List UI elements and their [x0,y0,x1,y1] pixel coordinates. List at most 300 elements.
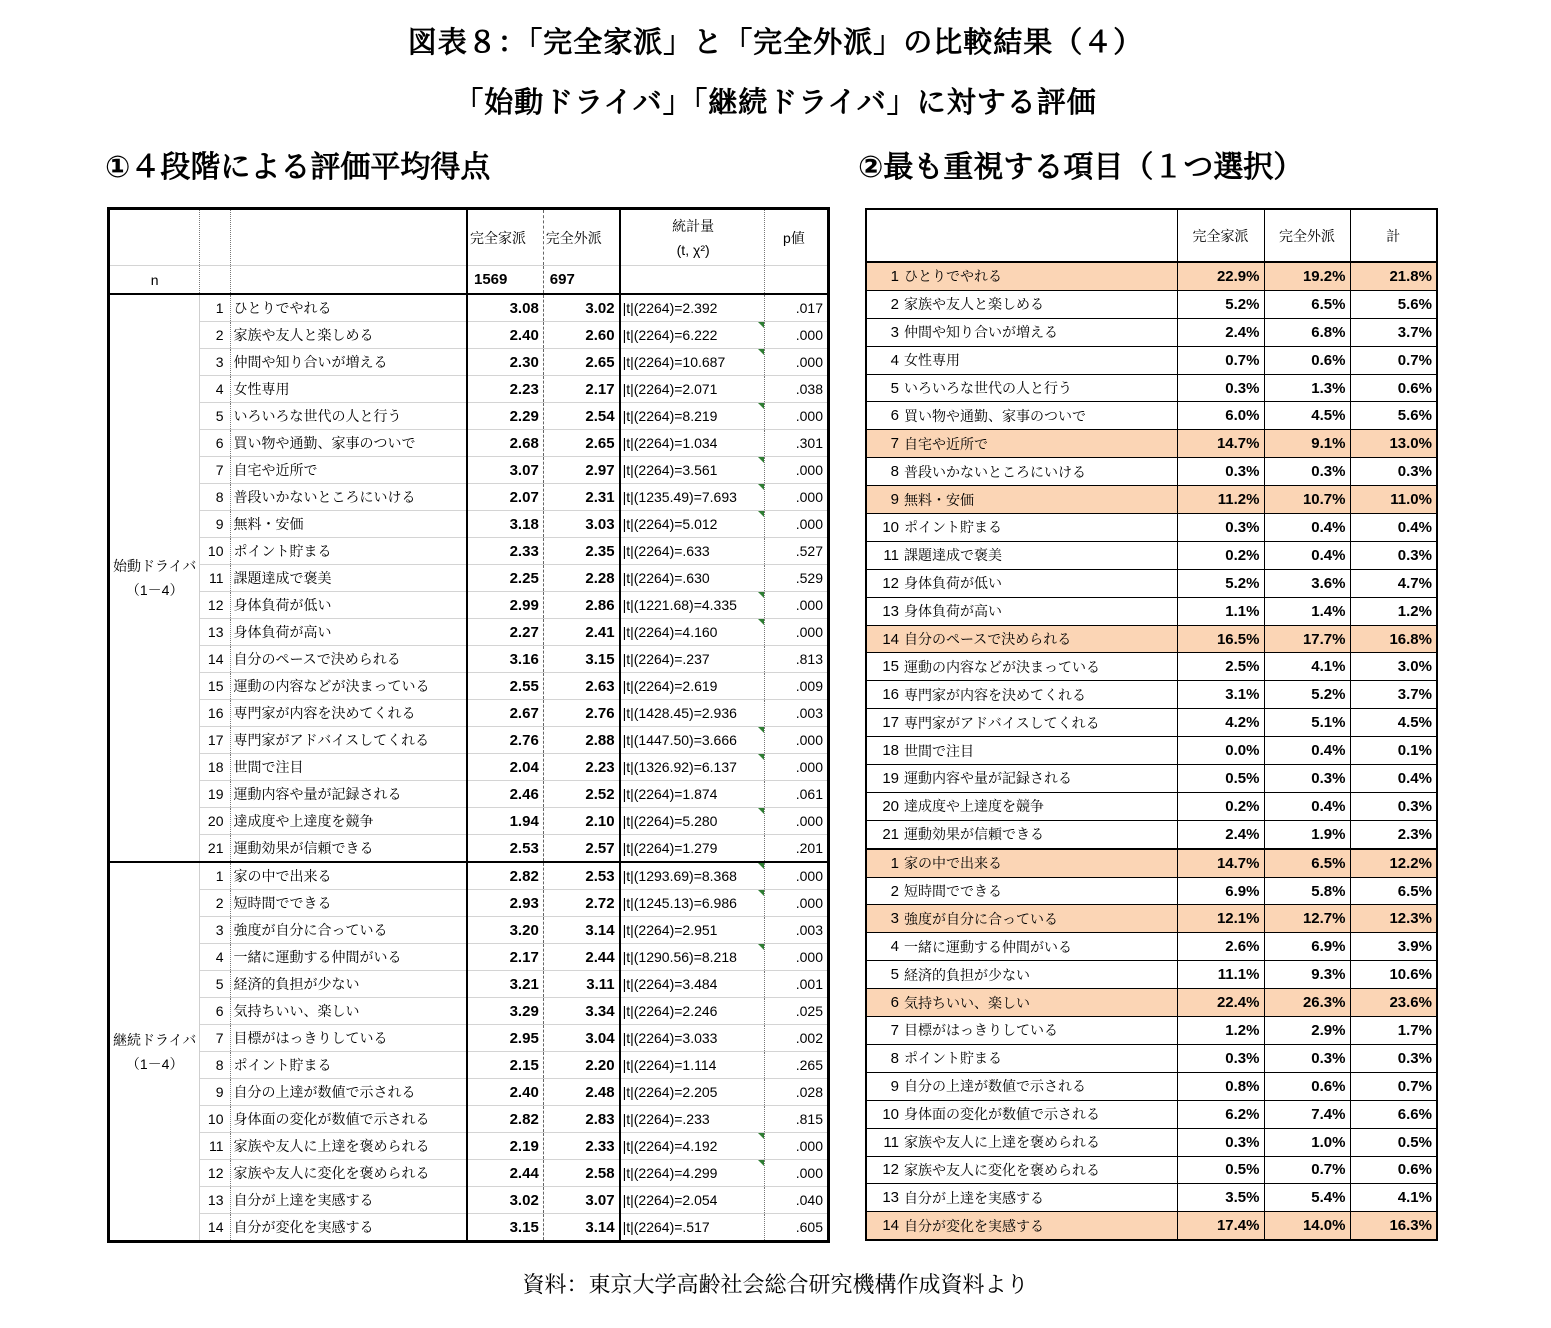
item-number: 10 [200,538,230,565]
item-number: 4 [866,933,902,961]
n-blank [620,266,765,295]
table-row [109,322,829,349]
test-statistic [620,511,765,538]
item-label: 短時間でできる [902,877,1177,905]
item-number: 9 [200,511,230,538]
n-blank [200,266,230,295]
item-label: 経済的負担が少ない [230,971,467,998]
item-number: 3 [200,349,230,376]
full-outside-score: 2.97 [543,457,619,484]
total-percent: 3.9% [1350,933,1437,961]
item-label: 身体面の変化が数値で示される [230,1106,467,1133]
cell-marker-icon [758,511,764,517]
total-percent: 0.6% [1350,374,1437,402]
test-statistic [620,1052,765,1079]
item-number: 21 [200,835,230,863]
p-value: .000 [764,862,828,890]
item-label: 世間で注目 [902,737,1177,765]
test-statistic [620,890,765,917]
item-label: 一緒に運動する仲間がいる [902,933,1177,961]
p-value: .000 [764,322,828,349]
total-percent: 5.6% [1350,290,1437,318]
full-outside-percent: 7.4% [1264,1100,1350,1128]
cell-marker-icon [758,754,764,760]
total-percent: 0.7% [1350,346,1437,374]
item-label: 女性専用 [902,346,1177,374]
full-outside-percent: 0.4% [1264,541,1350,569]
table-row [109,430,829,457]
item-number: 6 [200,998,230,1025]
full-outside-score: 2.17 [543,376,619,403]
full-home-score: 2.46 [467,781,543,808]
p-value: .000 [764,403,828,430]
full-outside-score: 2.31 [543,484,619,511]
header-blank [866,209,902,262]
full-outside-percent: 2.9% [1264,1017,1350,1045]
full-outside-score: 2.35 [543,538,619,565]
item-number: 1 [200,862,230,890]
full-outside-percent: 5.2% [1264,681,1350,709]
item-number: 8 [200,484,230,511]
item-label: 専門家が内容を決めてくれる [230,700,467,727]
statistic-text: |t|(2264)=.233 [622,1111,710,1127]
item-label: 運動効果が信頼できる [902,820,1177,848]
item-number: 1 [866,849,902,877]
total-percent: 0.3% [1350,541,1437,569]
table-row [866,1044,1437,1072]
item-label: 強度が自分に合っている [230,917,467,944]
table-row [109,592,829,619]
table-row [109,944,829,971]
full-outside-score: 3.04 [543,1025,619,1052]
item-number: 8 [200,1052,230,1079]
full-outside-percent: 4.5% [1264,402,1350,430]
item-number: 4 [866,346,902,374]
cell-marker-icon [758,349,764,355]
header-blank [902,209,1177,262]
full-home-percent: 6.2% [1177,1100,1264,1128]
table-row [866,625,1437,653]
item-number: 1 [200,294,230,322]
full-home-score: 1.94 [467,808,543,835]
table-row [109,511,829,538]
p-value: .038 [764,376,828,403]
item-number: 17 [200,727,230,754]
item-label: 専門家がアドバイスしてくれる [902,709,1177,737]
left-section-title: ①４段階による評価平均得点 [105,150,491,185]
p-value: .017 [764,294,828,322]
full-outside-percent: 14.0% [1264,1212,1350,1240]
item-label: 家の中で出来る [230,862,467,890]
item-number: 6 [866,989,902,1017]
group-range: （1－4） [125,1055,184,1072]
header-stat-line2: (t, χ²) [676,241,710,258]
header-col-full-outside: 完全外派 [1264,209,1350,262]
table-row [866,709,1437,737]
cell-marker-icon [758,484,764,490]
item-label: 自宅や近所で [902,430,1177,458]
p-value: .003 [764,917,828,944]
cell-marker-icon [758,322,764,328]
full-home-percent: 11.1% [1177,961,1264,989]
full-home-percent: 6.9% [1177,877,1264,905]
full-outside-percent: 9.1% [1264,430,1350,458]
test-statistic [620,998,765,1025]
statistic-text: |t|(2264)=5.280 [622,813,718,829]
item-label: 専門家が内容を決めてくれる [902,681,1177,709]
total-percent: 13.0% [1350,430,1437,458]
item-number: 2 [866,290,902,318]
header-col-p-value: p値 [764,209,828,266]
total-percent: 0.7% [1350,1072,1437,1100]
full-outside-score: 3.02 [543,294,619,322]
full-outside-score: 2.23 [543,754,619,781]
statistic-text: |t|(1245.13)=6.986 [622,895,737,911]
p-value: .028 [764,1079,828,1106]
full-outside-percent: 0.3% [1264,1044,1350,1072]
statistic-text: |t|(2264)=1.114 [622,1057,717,1073]
full-outside-score: 2.20 [543,1052,619,1079]
table-row [866,1072,1437,1100]
item-label: 家の中で出来る [902,849,1177,877]
item-number: 2 [200,890,230,917]
full-outside-percent: 6.5% [1264,849,1350,877]
full-outside-percent: 10.7% [1264,486,1350,514]
full-outside-score: 3.34 [543,998,619,1025]
p-value: .301 [764,430,828,457]
item-label: 課題達成で褒美 [902,541,1177,569]
total-percent: 0.1% [1350,737,1437,765]
total-percent: 11.0% [1350,486,1437,514]
item-number: 16 [866,681,902,709]
statistic-text: |t|(1447.50)=3.666 [622,732,737,748]
statistic-text: |t|(1290.56)=8.218 [622,949,737,965]
total-percent: 3.7% [1350,681,1437,709]
cell-marker-icon [758,944,764,950]
table-row [866,1017,1437,1045]
right-section-title: ②最も重視する項目（１つ選択） [858,150,1304,185]
table-row [866,877,1437,905]
group-name: 始動ドライバ [113,558,197,574]
total-percent: 0.3% [1350,458,1437,486]
full-outside-score: 3.03 [543,511,619,538]
full-home-score: 2.19 [467,1133,543,1160]
table-row [866,262,1437,290]
total-percent: 3.0% [1350,653,1437,681]
cell-marker-icon [758,592,764,598]
full-outside-score: 3.07 [543,1187,619,1214]
item-label: 自分が変化を実感する [230,1214,467,1242]
full-home-percent: 0.3% [1177,514,1264,542]
statistic-text: |t|(2264)=3.484 [622,976,718,992]
item-number: 18 [866,737,902,765]
test-statistic [620,1160,765,1187]
full-home-percent: 5.2% [1177,569,1264,597]
statistic-text: |t|(2264)=8.219 [622,408,718,424]
item-number: 13 [866,1184,902,1212]
item-label: 自分の上達が数値で示される [902,1072,1177,1100]
item-label: 気持ちいい、楽しい [230,998,467,1025]
cell-marker-icon [758,457,764,463]
item-label: 女性専用 [230,376,467,403]
p-value: .000 [764,1160,828,1187]
cell-marker-icon [758,890,764,896]
full-home-score: 2.95 [467,1025,543,1052]
cell-marker-icon [758,1160,764,1166]
total-percent: 4.7% [1350,569,1437,597]
table-row [866,933,1437,961]
test-statistic [620,457,765,484]
full-home-score: 2.76 [467,727,543,754]
full-home-score: 2.40 [467,322,543,349]
item-number: 13 [200,1187,230,1214]
table-row [109,862,829,890]
item-number: 10 [200,1106,230,1133]
item-number: 5 [866,374,902,402]
full-home-percent: 4.2% [1177,709,1264,737]
average-score-table [107,207,830,1243]
table-row [109,1160,829,1187]
full-home-score: 2.55 [467,673,543,700]
full-outside-score: 3.14 [543,917,619,944]
statistic-text: |t|(2264)=5.012 [622,516,718,532]
table-row [109,1079,829,1106]
full-home-percent: 22.9% [1177,262,1264,290]
total-percent: 12.2% [1350,849,1437,877]
table-row [109,727,829,754]
item-label: 気持ちいい、楽しい [902,989,1177,1017]
header-blank [109,209,200,266]
figure-title: 図表８：「完全家派」と「完全外派」の比較結果（４） [407,25,1144,59]
full-outside-percent: 6.5% [1264,290,1350,318]
table-row [866,1128,1437,1156]
item-label: 達成度や上達度を競争 [230,808,467,835]
test-statistic [620,349,765,376]
table-row [866,1184,1437,1212]
full-home-score: 3.16 [467,646,543,673]
table-row [866,961,1437,989]
item-label: 買い物や通勤、家事のついで [902,402,1177,430]
full-home-percent: 17.4% [1177,1212,1264,1240]
full-home-score: 2.67 [467,700,543,727]
item-label: 買い物や通勤、家事のついで [230,430,467,457]
table-row [866,514,1437,542]
full-outside-score: 2.60 [543,322,619,349]
item-label: 身体面の変化が数値で示される [902,1100,1177,1128]
table-row [109,457,829,484]
full-outside-percent: 19.2% [1264,262,1350,290]
p-value: .000 [764,727,828,754]
table-row [866,737,1437,765]
total-percent: 6.6% [1350,1100,1437,1128]
total-percent: 0.6% [1350,1156,1437,1184]
statistic-text: |t|(2264)=3.033 [622,1030,718,1046]
item-number: 7 [866,1017,902,1045]
test-statistic [620,538,765,565]
full-home-percent: 0.2% [1177,541,1264,569]
full-outside-percent: 1.3% [1264,374,1350,402]
statistic-text: |t|(1235.49)=7.693 [622,489,737,505]
test-statistic [620,1106,765,1133]
header-stat-line1: 統計量 [672,217,715,234]
total-percent: 12.3% [1350,905,1437,933]
full-home-score: 2.23 [467,376,543,403]
table-row [109,403,829,430]
item-number: 12 [200,592,230,619]
item-number: 5 [866,961,902,989]
table-row [866,486,1437,514]
table-row [109,565,829,592]
full-outside-percent: 6.9% [1264,933,1350,961]
table-row [109,673,829,700]
full-outside-score: 2.65 [543,430,619,457]
full-home-score: 2.04 [467,754,543,781]
table-row [866,374,1437,402]
table-row [866,849,1437,877]
header-col-statistic [620,209,765,266]
p-value: .265 [764,1052,828,1079]
full-outside-score: 2.72 [543,890,619,917]
statistic-text: |t|(2264)=2.205 [622,1084,718,1100]
full-home-score: 3.21 [467,971,543,998]
test-statistic [620,781,765,808]
p-value: .061 [764,781,828,808]
item-number: 4 [200,944,230,971]
total-percent: 2.3% [1350,820,1437,848]
item-number: 17 [866,709,902,737]
group-range: （1－4） [125,582,184,598]
item-number: 2 [200,322,230,349]
full-outside-score: 3.14 [543,1214,619,1242]
table-row [109,754,829,781]
item-number: 5 [200,971,230,998]
full-home-score: 2.29 [467,403,543,430]
most-important-item-table [865,208,1438,1241]
item-label: 家族や友人と楽しめる [230,322,467,349]
table-row [866,1156,1437,1184]
table-row [866,820,1437,848]
p-value: .040 [764,1187,828,1214]
full-home-score: 3.08 [467,294,543,322]
item-number: 16 [200,700,230,727]
statistic-text: |t|(2264)=10.687 [622,354,726,370]
full-home-score: 2.25 [467,565,543,592]
p-value: .201 [764,835,828,863]
table-row [109,1052,829,1079]
full-home-percent: 0.2% [1177,792,1264,820]
item-label: 世間で注目 [230,754,467,781]
item-number: 11 [866,541,902,569]
p-value: .527 [764,538,828,565]
item-number: 4 [200,376,230,403]
table-row [109,835,829,863]
table-row [866,681,1437,709]
header-blank [200,209,230,266]
full-home-score: 2.15 [467,1052,543,1079]
statistic-text: |t|(2264)=2.951 [622,922,718,938]
statistic-text: |t|(1326.92)=6.137 [622,759,737,775]
full-outside-score: 2.54 [543,403,619,430]
full-outside-percent: 4.1% [1264,653,1350,681]
item-label: 家族や友人に上達を褒められる [230,1133,467,1160]
full-home-percent: 0.5% [1177,1156,1264,1184]
full-outside-score: 3.11 [543,971,619,998]
full-outside-percent: 1.0% [1264,1128,1350,1156]
cell-marker-icon [758,808,764,814]
full-home-percent: 14.7% [1177,849,1264,877]
item-label: 家族や友人に変化を褒められる [230,1160,467,1187]
item-label: ポイント貯まる [230,538,467,565]
figure-subtitle: 「始動ドライバ」「継続ドライバ」に対する評価 [454,85,1097,119]
full-home-score: 3.29 [467,998,543,1025]
item-number: 8 [866,458,902,486]
full-home-percent: 12.1% [1177,905,1264,933]
table-row [109,808,829,835]
full-home-score: 2.17 [467,944,543,971]
table-row [866,1100,1437,1128]
table-row [109,971,829,998]
total-percent: 23.6% [1350,989,1437,1017]
full-home-percent: 2.5% [1177,653,1264,681]
test-statistic [620,619,765,646]
full-home-percent: 6.0% [1177,402,1264,430]
header-col-total: 計 [1350,209,1437,262]
cell-marker-icon [758,403,764,409]
item-label: 普段いかないところにいける [902,458,1177,486]
table-row [866,1212,1437,1240]
item-label: 専門家がアドバイスしてくれる [230,727,467,754]
test-statistic [620,862,765,890]
full-outside-score: 2.44 [543,944,619,971]
p-value: .000 [764,349,828,376]
group-name: 継続ドライバ [113,1031,197,1048]
test-statistic [620,1025,765,1052]
table-row [866,597,1437,625]
full-outside-percent: 5.8% [1264,877,1350,905]
full-outside-percent: 0.4% [1264,737,1350,765]
statistic-text: |t|(2264)=4.160 [622,624,718,640]
full-outside-score: 2.86 [543,592,619,619]
total-percent: 5.6% [1350,402,1437,430]
full-home-score: 2.82 [467,1106,543,1133]
full-home-percent: 0.3% [1177,1044,1264,1072]
item-label: 自分の上達が数値で示される [230,1079,467,1106]
p-value: .009 [764,673,828,700]
full-home-percent: 0.8% [1177,1072,1264,1100]
table-row [866,458,1437,486]
statistic-text: |t|(1293.69)=8.368 [622,868,737,884]
item-number: 20 [200,808,230,835]
item-number: 9 [866,486,902,514]
test-statistic [620,592,765,619]
test-statistic [620,565,765,592]
table-row [109,619,829,646]
full-outside-score: 2.28 [543,565,619,592]
cell-marker-icon [758,619,764,625]
item-number: 11 [866,1128,902,1156]
table-row [866,765,1437,793]
full-outside-percent: 6.8% [1264,318,1350,346]
item-label: 身体負荷が高い [902,597,1177,625]
item-number: 12 [866,569,902,597]
table-row [109,1214,829,1242]
statistic-text: |t|(2264)=3.561 [622,462,718,478]
item-number: 15 [866,653,902,681]
full-outside-percent: 12.7% [1264,905,1350,933]
test-statistic [620,673,765,700]
item-number: 12 [866,1156,902,1184]
table-row [109,484,829,511]
